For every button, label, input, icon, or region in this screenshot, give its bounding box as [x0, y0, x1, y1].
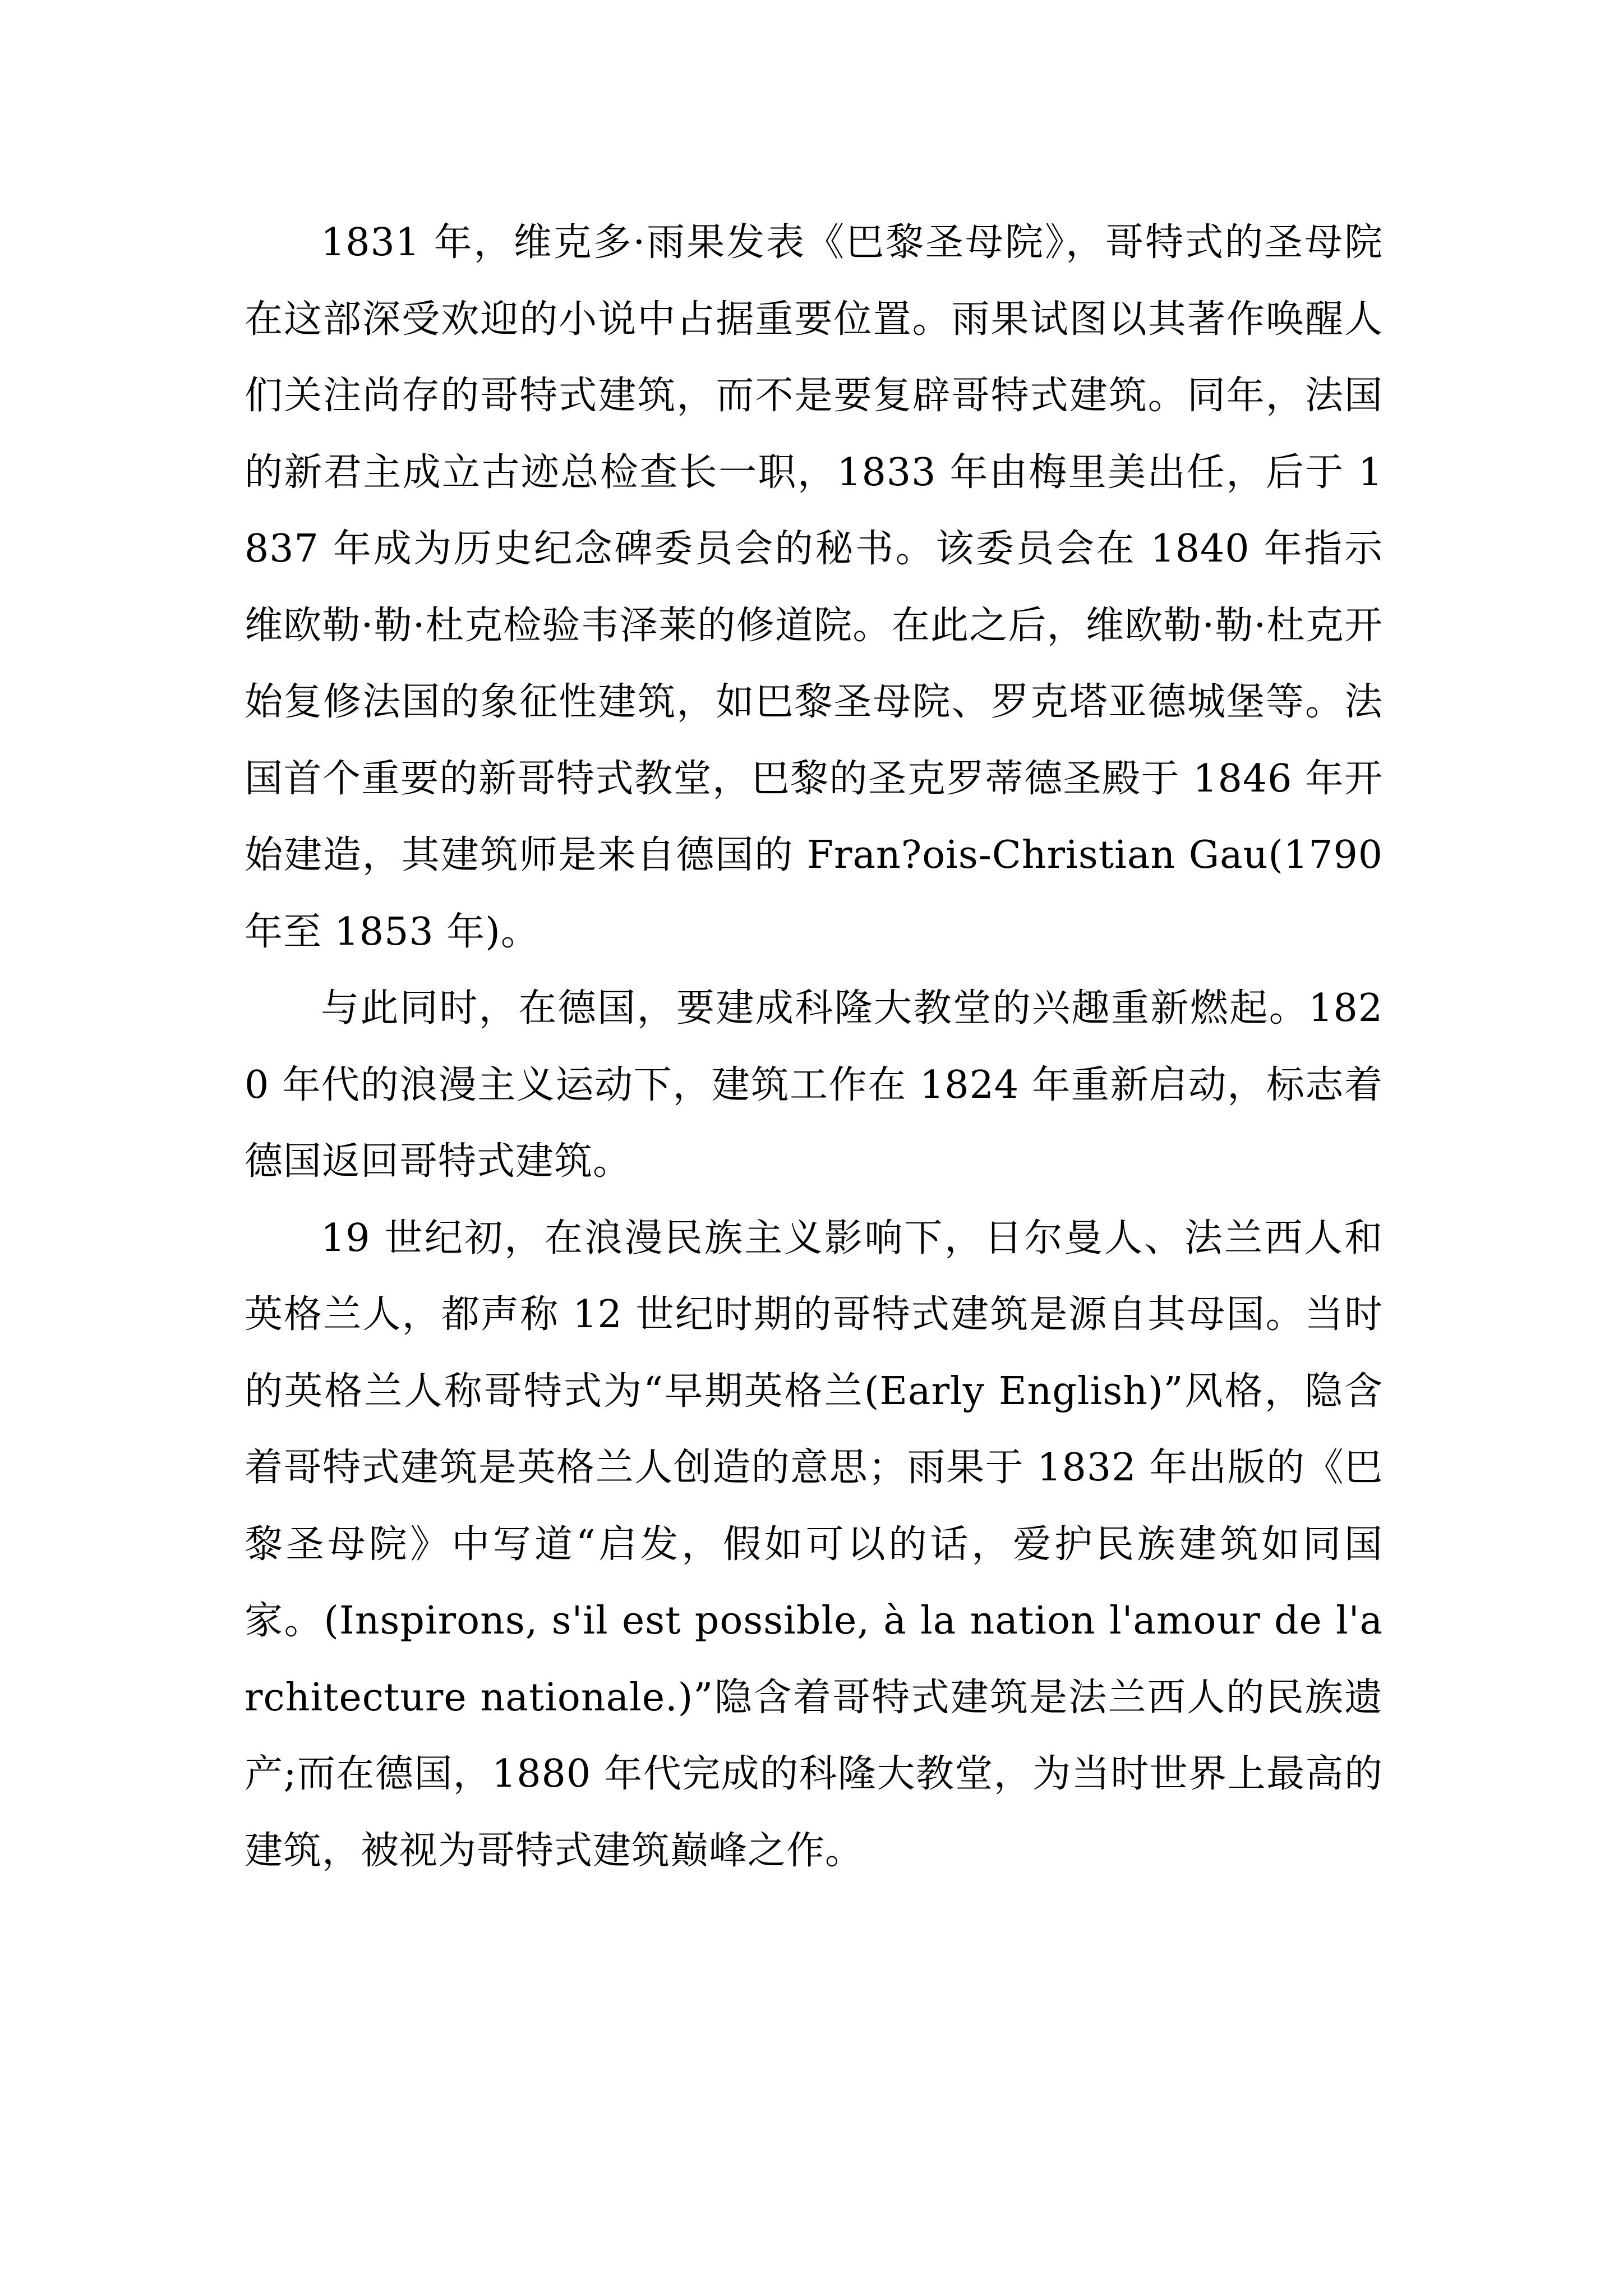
paragraph-3: 19 世纪初，在浪漫民族主义影响下，日尔曼人、法兰西人和英格兰人，都声称 12 世纪时期的哥特式建筑是源自其母国。当时的英格兰人称哥特式为“早期英格兰(Early English)”风格，隐含着哥特式建筑是英格兰人创造的意思；雨果于 1832 年出版的《巴黎圣母院》中写道“启发，假如可以的话，爱护民族建筑如同国家。(Inspirons, s'il est possible, à la nation l'amour de l'architecture nationale.)”隐含着哥特式建筑是法兰西人的民族遗产;而在德国，1880 年代完成的科隆大教堂，为当时世界上最高的建筑，被视为哥特式建筑巅峰之作。: [245, 1216, 1383, 1873]
paragraph-1: 1831 年，维克多·雨果发表《巴黎圣母院》，哥特式的圣母院在这部深受欢迎的小说中占据重要位置。雨果试图以其著作唤醒人们关注尚存的哥特式建筑，而不是要复辟哥特式建筑。同年，法国的新君主成立古迹总检查长一职，1833 年由梅里美出任，后于 1837 年成为历史纪念碑委员会的秘书。该委员会在 1840 年指示维欧勒·勒·杜克检验韦泽莱的修道院。在此之后，维欧勒·勒·杜克开始复修法国的象征性建筑，如巴黎圣母院、罗克塔亚德城堡等。法国首个重要的新哥特式教堂，巴黎的圣克罗蒂德圣殿于 1846 年开始建造，其建筑师是来自德国的 Fran?ois-Christian Gau(1790 年至 1853 年)。: [245, 220, 1383, 954]
document-body: [245, 205, 1383, 1889]
paragraph-2: 与此同时，在德国，要建成科隆大教堂的兴趣重新燃起。1820 年代的浪漫主义运动下，建筑工作在 1824 年重新启动，标志着德国返回哥特式建筑。: [245, 986, 1383, 1184]
